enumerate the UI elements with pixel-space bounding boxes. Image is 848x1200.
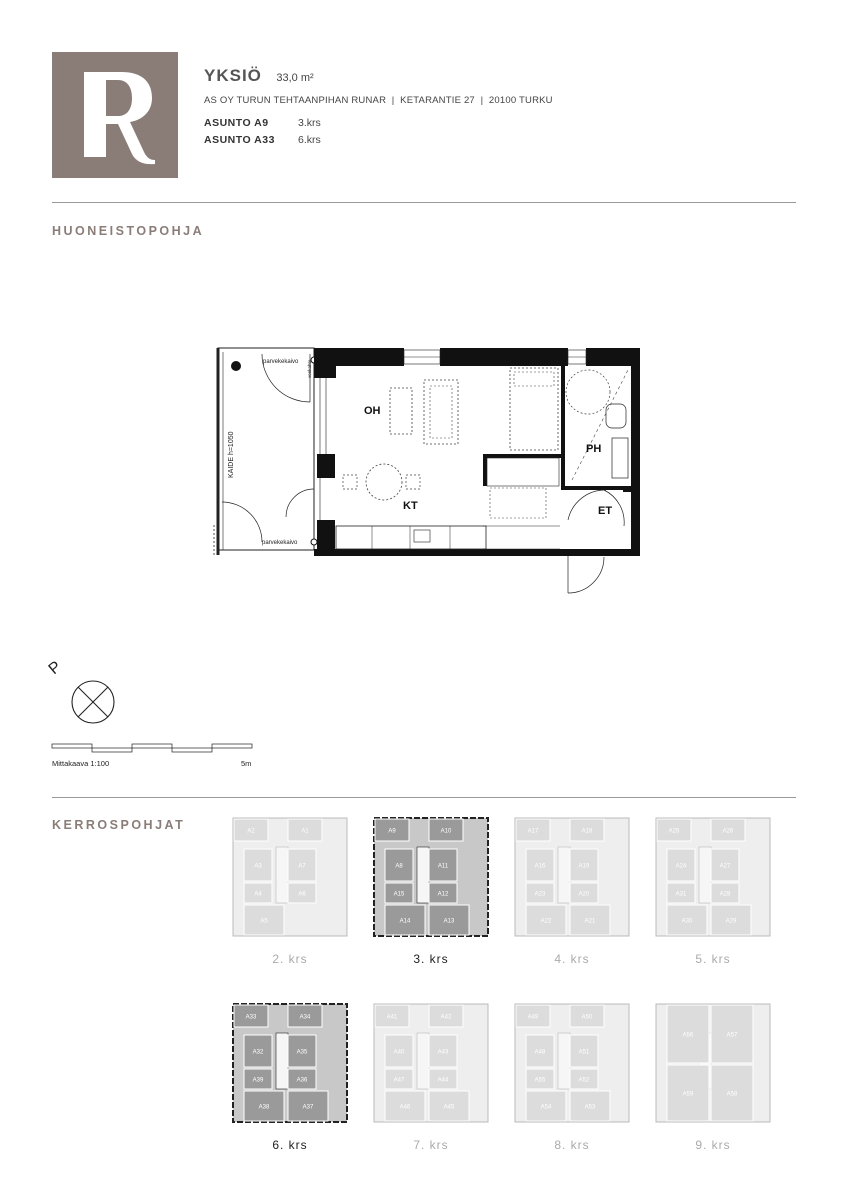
unit-label: A11 — [437, 863, 449, 870]
floor-thumbnail — [373, 1003, 489, 1152]
unit-label: A47 — [393, 1077, 405, 1084]
vent-label-bottom: parvekekaivo — [262, 540, 298, 546]
unit-label: A36 — [296, 1077, 308, 1084]
unit-label: A18 — [581, 828, 593, 835]
unit-label: A2 — [247, 828, 255, 835]
unit-label: A48 — [534, 1049, 546, 1056]
scale-label: Mittakaava 1:100 — [52, 759, 110, 768]
floor-thumbnail — [655, 817, 771, 966]
unit-label: A43 — [437, 1049, 449, 1056]
floor-plan-thumbnail — [655, 1003, 771, 1127]
address: AS OY TURUN TEHTAANPIHAN RUNAR | KETARANTIE 27 | 20100 TURKU — [204, 95, 553, 106]
brand-logo — [52, 52, 178, 178]
floor-label: 4. krs — [554, 952, 590, 966]
apartment-type: YKSIÖ — [204, 66, 262, 85]
apartment-list — [204, 115, 553, 149]
stair-core — [417, 847, 429, 903]
unit-label: A12 — [437, 891, 449, 898]
unit-label: A59 — [682, 1091, 694, 1098]
apartment-row — [204, 115, 553, 132]
unit-label: A14 — [399, 918, 411, 925]
floor-label: 3. krs — [413, 952, 449, 966]
divider — [52, 202, 796, 203]
unit-label: A15 — [393, 891, 405, 898]
apartment-floor: 3.krs — [298, 117, 321, 129]
unit-label: A32 — [252, 1049, 264, 1056]
floor-plan-thumbnail — [373, 1003, 489, 1127]
unit-label: A7 — [298, 863, 306, 870]
unit-label: A17 — [527, 828, 539, 835]
unit-label: A52 — [578, 1077, 590, 1084]
floor-thumbnail — [373, 817, 489, 966]
unit-label: A38 — [258, 1104, 270, 1111]
room-label-oh: OH — [364, 405, 381, 417]
room-label-et: ET — [598, 505, 613, 517]
unit-label: A49 — [527, 1014, 539, 1021]
unit-label: A3 — [254, 863, 262, 870]
unit-label: A23 — [534, 891, 546, 898]
unit-label: A56 — [682, 1032, 694, 1039]
floor-label: 9. krs — [695, 1138, 731, 1152]
unit-label: A29 — [725, 918, 737, 925]
north-label: P — [45, 658, 65, 679]
unit-label: A57 — [726, 1032, 738, 1039]
unit-label: A58 — [726, 1091, 738, 1098]
unit-label: A1 — [301, 828, 309, 835]
vent-label-side: venkahto — [307, 359, 312, 378]
floor-plan-thumbnail — [514, 817, 630, 941]
unit-label: A51 — [578, 1049, 590, 1056]
unit-label: A46 — [399, 1104, 411, 1111]
floor-thumbnail — [514, 1003, 630, 1152]
floor-plan-heading: HUONEISTOPOHJA — [52, 224, 205, 238]
unit-label: A30 — [681, 918, 693, 925]
unit-label: A34 — [299, 1014, 311, 1021]
stair-core — [558, 1033, 570, 1089]
unit-label: A41 — [386, 1014, 398, 1021]
floors-heading: KERROSPOHJAT — [52, 818, 186, 832]
unit-label: A24 — [675, 863, 687, 870]
stair-core — [699, 847, 711, 903]
unit-label: A33 — [245, 1014, 257, 1021]
unit-label: A25 — [668, 828, 680, 835]
floor-label: 8. krs — [554, 1138, 590, 1152]
floor-label: 6. krs — [272, 1138, 308, 1152]
floor-plan-thumbnail — [232, 1003, 348, 1127]
unit-label: A26 — [722, 828, 734, 835]
unit-label: A13 — [443, 918, 455, 925]
unit-label: A54 — [540, 1104, 552, 1111]
unit-label: A31 — [675, 891, 687, 898]
unit-label: A4 — [254, 891, 262, 898]
apartment-row — [204, 132, 553, 149]
scale-bar — [48, 738, 268, 772]
unit-label: A27 — [719, 863, 731, 870]
apartment-name: ASUNTO A33 — [204, 134, 275, 146]
unit-label: A42 — [440, 1014, 452, 1021]
apartment-area: 33,0 m² — [276, 72, 314, 84]
apartment-name: ASUNTO A9 — [204, 117, 269, 129]
floor-label: 5. krs — [695, 952, 731, 966]
unit-label: A5 — [260, 918, 268, 925]
unit-label: A16 — [534, 863, 546, 870]
floor-thumbnail — [232, 817, 348, 966]
unit-label: A39 — [252, 1077, 264, 1084]
unit-label: A55 — [534, 1077, 546, 1084]
floor-plan-thumbnail — [373, 817, 489, 941]
unit-label: A40 — [393, 1049, 405, 1056]
stair-core — [276, 1033, 288, 1089]
unit-label: A19 — [578, 863, 590, 870]
vent-label-top: parvekekaivo — [263, 359, 299, 365]
stair-core — [558, 847, 570, 903]
unit-label: A44 — [437, 1077, 449, 1084]
unit-label: A6 — [298, 891, 306, 898]
floor-label: 7. krs — [413, 1138, 449, 1152]
unit-label: A37 — [302, 1104, 314, 1111]
unit-label: A53 — [584, 1104, 596, 1111]
drain-icon — [231, 361, 241, 371]
unit-label: A20 — [578, 891, 590, 898]
apartment-floor: 6.krs — [298, 134, 321, 146]
scale-end-label: 5m — [241, 759, 252, 768]
unit-label: A21 — [584, 918, 596, 925]
unit-label: A28 — [719, 891, 731, 898]
floor-label: 2. krs — [272, 952, 308, 966]
floor-plan — [200, 330, 650, 600]
railing-label: KAIDE h=1050 — [228, 431, 235, 478]
stair-core — [417, 1033, 429, 1089]
floor-thumbnail — [514, 817, 630, 966]
stair-core — [276, 847, 288, 903]
floor-thumbnail — [232, 1003, 348, 1152]
unit-label: A50 — [581, 1014, 593, 1021]
room-label-ph: PH — [586, 443, 602, 455]
title-block — [204, 66, 553, 149]
north-compass — [45, 655, 128, 735]
floor-plan-thumbnail — [232, 817, 348, 941]
unit-label: A45 — [443, 1104, 455, 1111]
floor-plan-thumbnail — [514, 1003, 630, 1127]
floor-thumbnail — [655, 1003, 771, 1152]
unit-label: A8 — [395, 863, 403, 870]
room-label-kt: KT — [403, 500, 418, 512]
svg-text:R: R — [52, 52, 53, 53]
unit-label: A9 — [388, 828, 396, 835]
unit-label: A35 — [296, 1049, 308, 1056]
floor-plan-thumbnail — [655, 817, 771, 941]
unit-label: A22 — [540, 918, 552, 925]
unit-label: A10 — [440, 828, 452, 835]
divider — [52, 797, 796, 798]
